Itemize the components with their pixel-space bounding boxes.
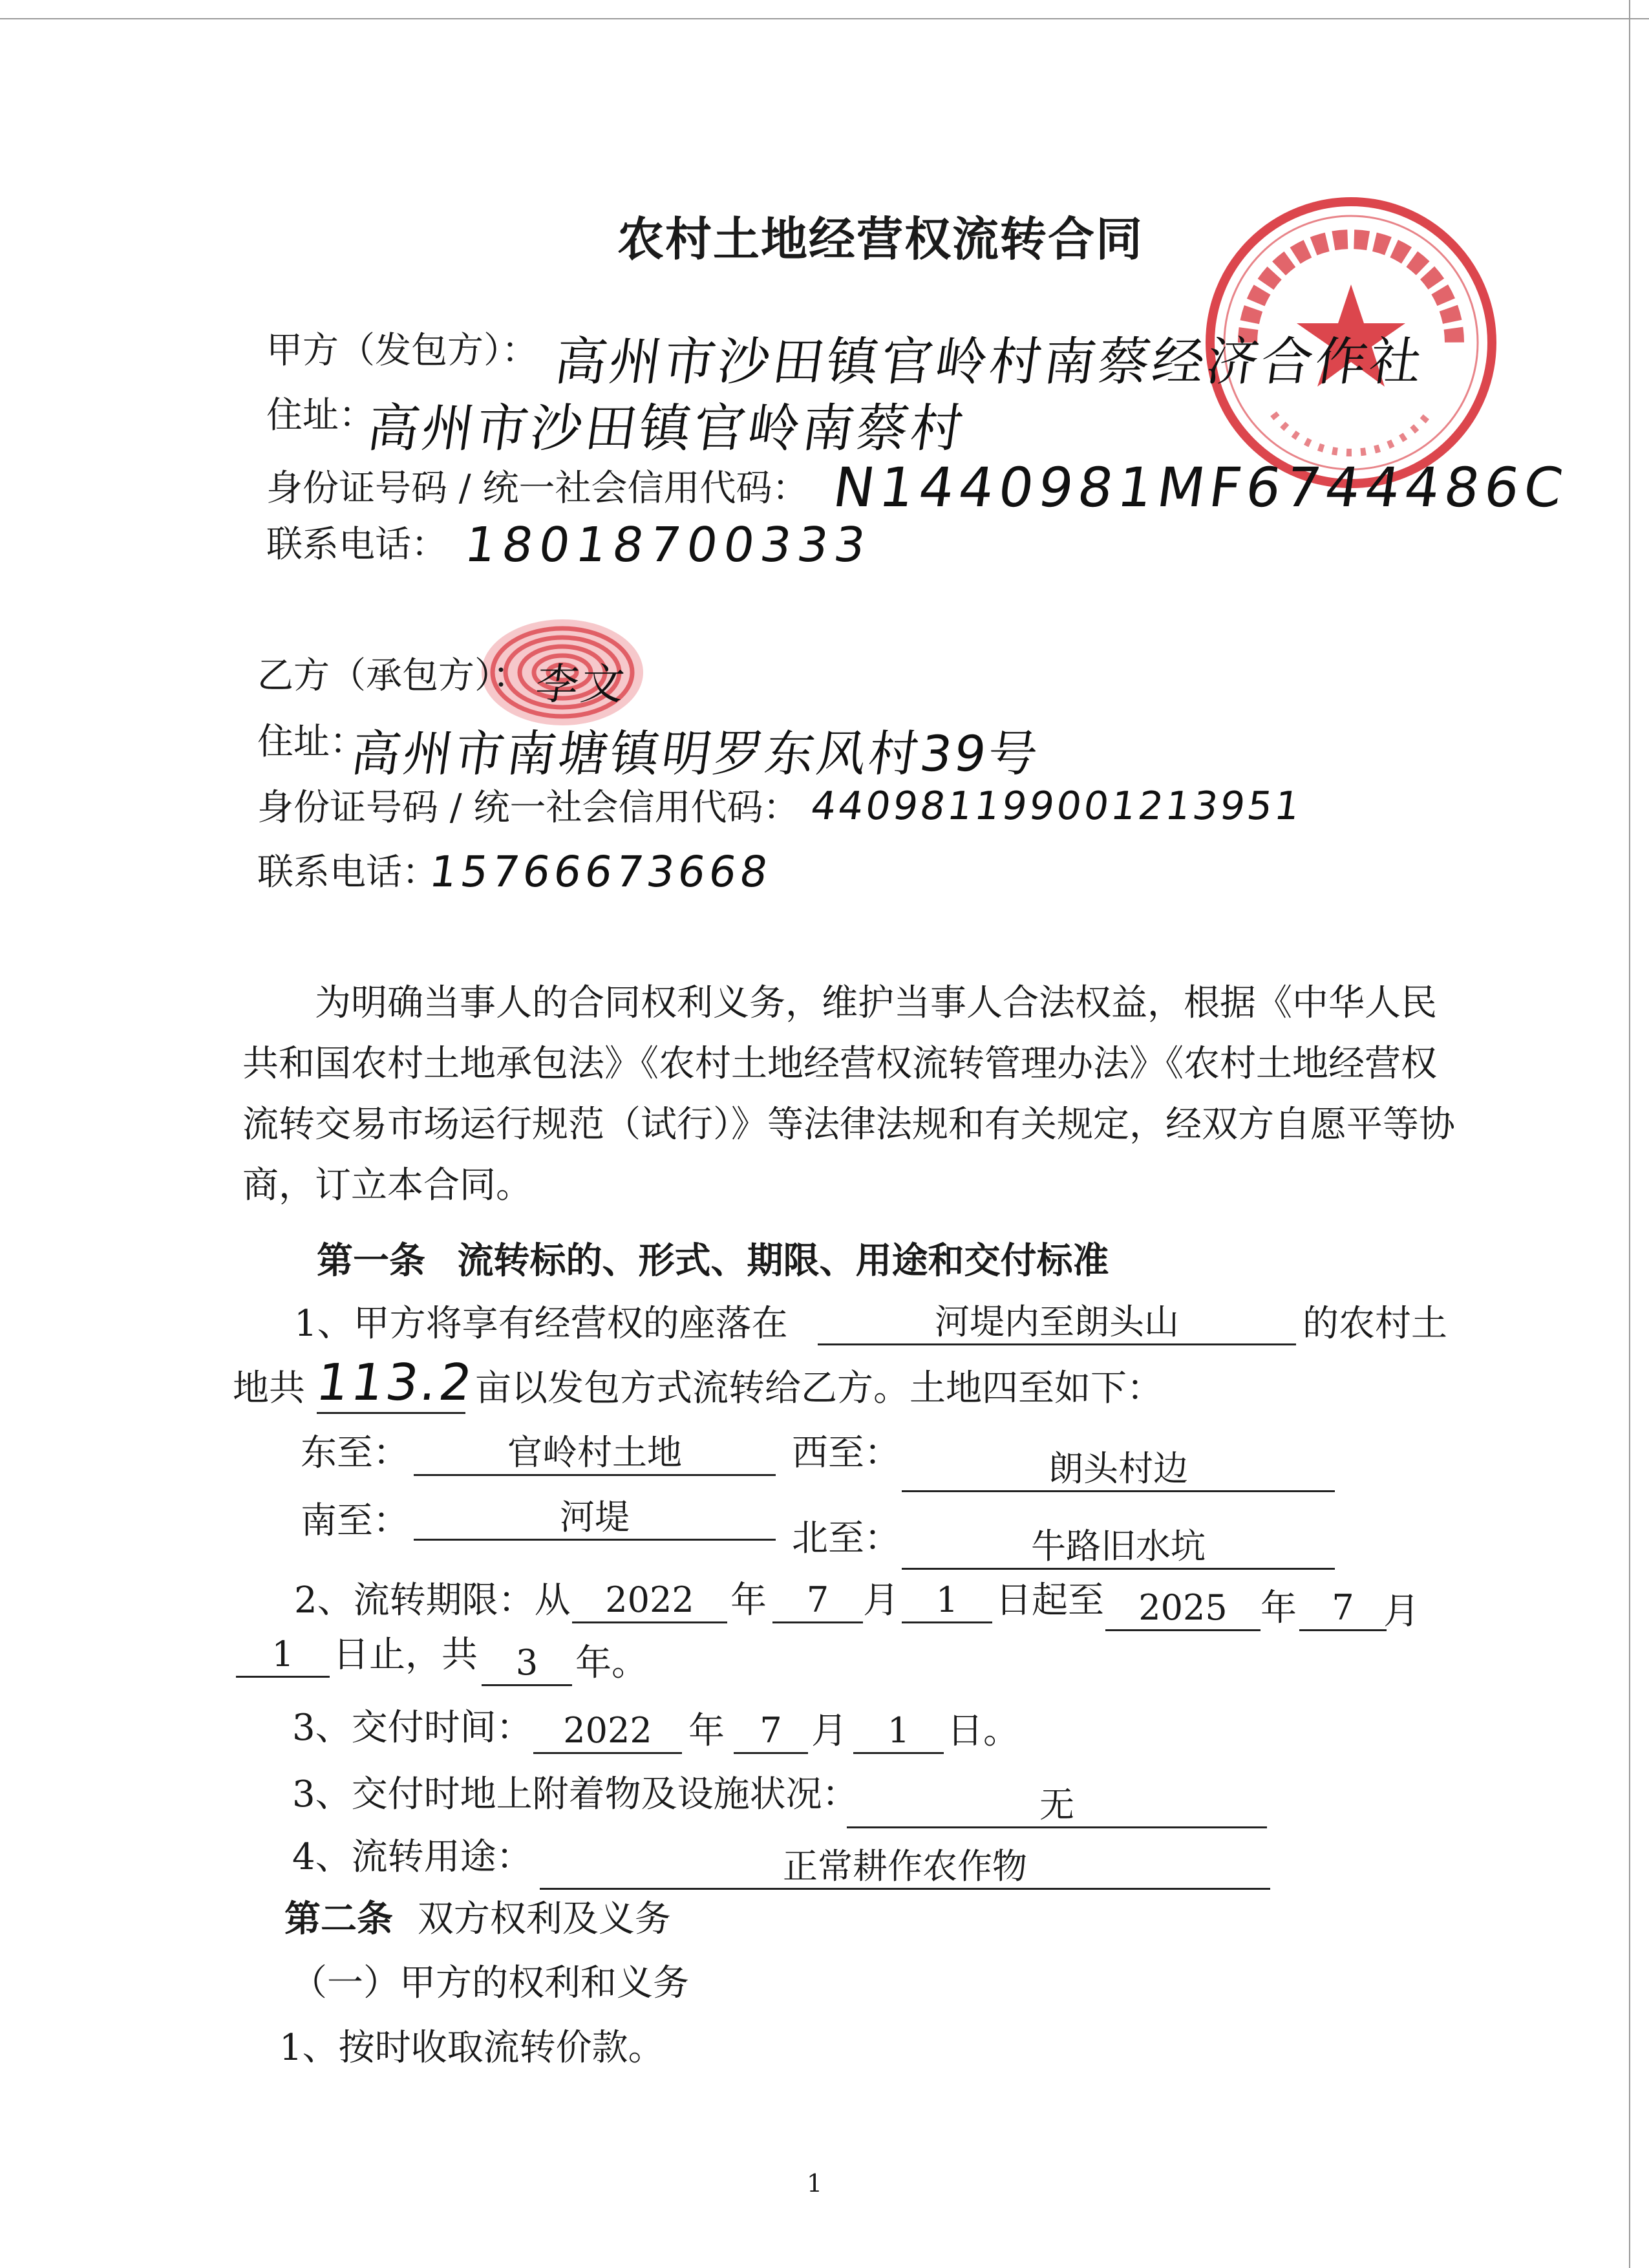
years-field: 3 [482,1645,572,1686]
party-a-id-label: 身份证号码 / 统一社会信用代码： [266,467,809,509]
item1-prefix: 1、甲方将享有经营权的座落在 [294,1303,788,1345]
west-label: 西至： [792,1432,900,1474]
article2-heading-number: 第二条 [284,1898,393,1940]
party-a-name: 高州市沙田镇官岭村南蔡经济合作社 [551,332,1429,392]
party-b-id: 440981199001213951 [808,784,1306,829]
page-number: 1 [807,2169,823,2198]
area-value: 113.2 [312,1354,478,1412]
party-a-address-label: 住址： [266,394,375,436]
end-month-char: 月 [1383,1590,1420,1632]
party-a-label: 甲方（发包方）： [266,330,538,372]
attachments-label: 3、交付时地上附着物及设施状况： [292,1773,858,1815]
east-field: 官岭村土地 [414,1435,776,1476]
end-year-field: 2025 [1105,1590,1261,1631]
area-field [312,1354,478,1414]
start-day-field: 1 [902,1583,992,1623]
use-label: 4、流转用途： [292,1836,533,1878]
delivery-month-char: 月 [811,1710,847,1752]
article2-item1: 1、按时收取流转价款。 [279,2027,665,2069]
party-a-phone-label: 联系电话： [266,524,447,566]
use-field: 正常耕作农作物 [540,1849,1270,1890]
party-a-id: N1440981MF6744486C [829,456,1572,519]
east-label: 东至： [301,1432,409,1474]
delivery-year-char: 年 [688,1710,725,1752]
end-day-field: 1 [236,1637,330,1678]
party-b-address-label: 住址： [257,721,366,763]
item1-line2-prefix: 地共 [233,1367,305,1409]
delivery-label: 3、交付时间： [292,1707,533,1749]
delivery-day-field: 1 [853,1713,944,1754]
end-month-field: 7 [1299,1590,1387,1631]
party-a-address: 高州市沙田镇官岭南蔡村 [363,398,970,458]
article2-heading [284,1898,671,1940]
location-field: 河堤内至朗头山 [818,1305,1296,1345]
start-month-char: 月 [863,1579,899,1621]
north-label: 北至： [792,1517,900,1559]
party-b-id-label: 身份证号码 / 统一社会信用代码： [257,787,800,829]
south-field: 河堤 [414,1500,776,1541]
south-label: 南至： [301,1500,409,1542]
party-b-phone-label: 联系电话： [257,851,438,893]
item1-line2-suffix: 亩以发包方式流转给乙方。土地四至如下： [475,1367,1163,1409]
party-a-phone: 18018700333 [461,517,875,573]
term-label: 2、流转期限：从 [294,1579,571,1621]
party-b-label: 乙方（承包方）： [257,655,529,697]
document-title: 农村土地经营权流转合同 [617,211,1144,266]
start-year-char: 年 [730,1579,767,1621]
north-field: 牛路旧水坑 [902,1529,1335,1570]
article2-sub1: （一）甲方的权利和义务 [291,1962,689,2004]
start-year-field: 2022 [572,1583,727,1623]
end-suffix: 日止，共 [333,1634,478,1676]
west-field: 朗头村边 [902,1451,1335,1492]
article2-heading-title: 双方权利及义务 [417,1898,671,1940]
party-b-name: 李文 [532,659,630,709]
party-b-address: 高州市南塘镇明罗东风村39号 [347,725,1045,782]
years-suffix: 年。 [575,1642,648,1684]
preamble-paragraph: 为明确当事人的合同权利义务，维护当事人合法权益，根据《中华人民共和国农村土地承包法》《农村土地经营权流转管理办法》《农村土地经营权流转交易市场运行规范（试行）》等法律法规和有关规定，经双方自愿平等协商，订立本合同。 [242,982,1455,1206]
delivery-suffix: 日。 [947,1710,1019,1752]
party-b-phone: 15766673668 [426,847,775,897]
item1-suffix: 的农村土 [1303,1303,1447,1345]
start-day-char: 日起至 [995,1579,1104,1621]
delivery-year-field: 2022 [533,1713,682,1754]
article1-heading: 第一条 流转标的、形式、期限、用途和交付标准 [317,1239,1109,1282]
delivery-month-field: 7 [734,1713,808,1754]
attachments-field: 无 [847,1788,1267,1828]
start-month-field: 7 [772,1583,863,1623]
scan-edge-right [1629,0,1630,2268]
scan-edge-top [0,18,1649,19]
end-year-char: 年 [1261,1587,1297,1629]
